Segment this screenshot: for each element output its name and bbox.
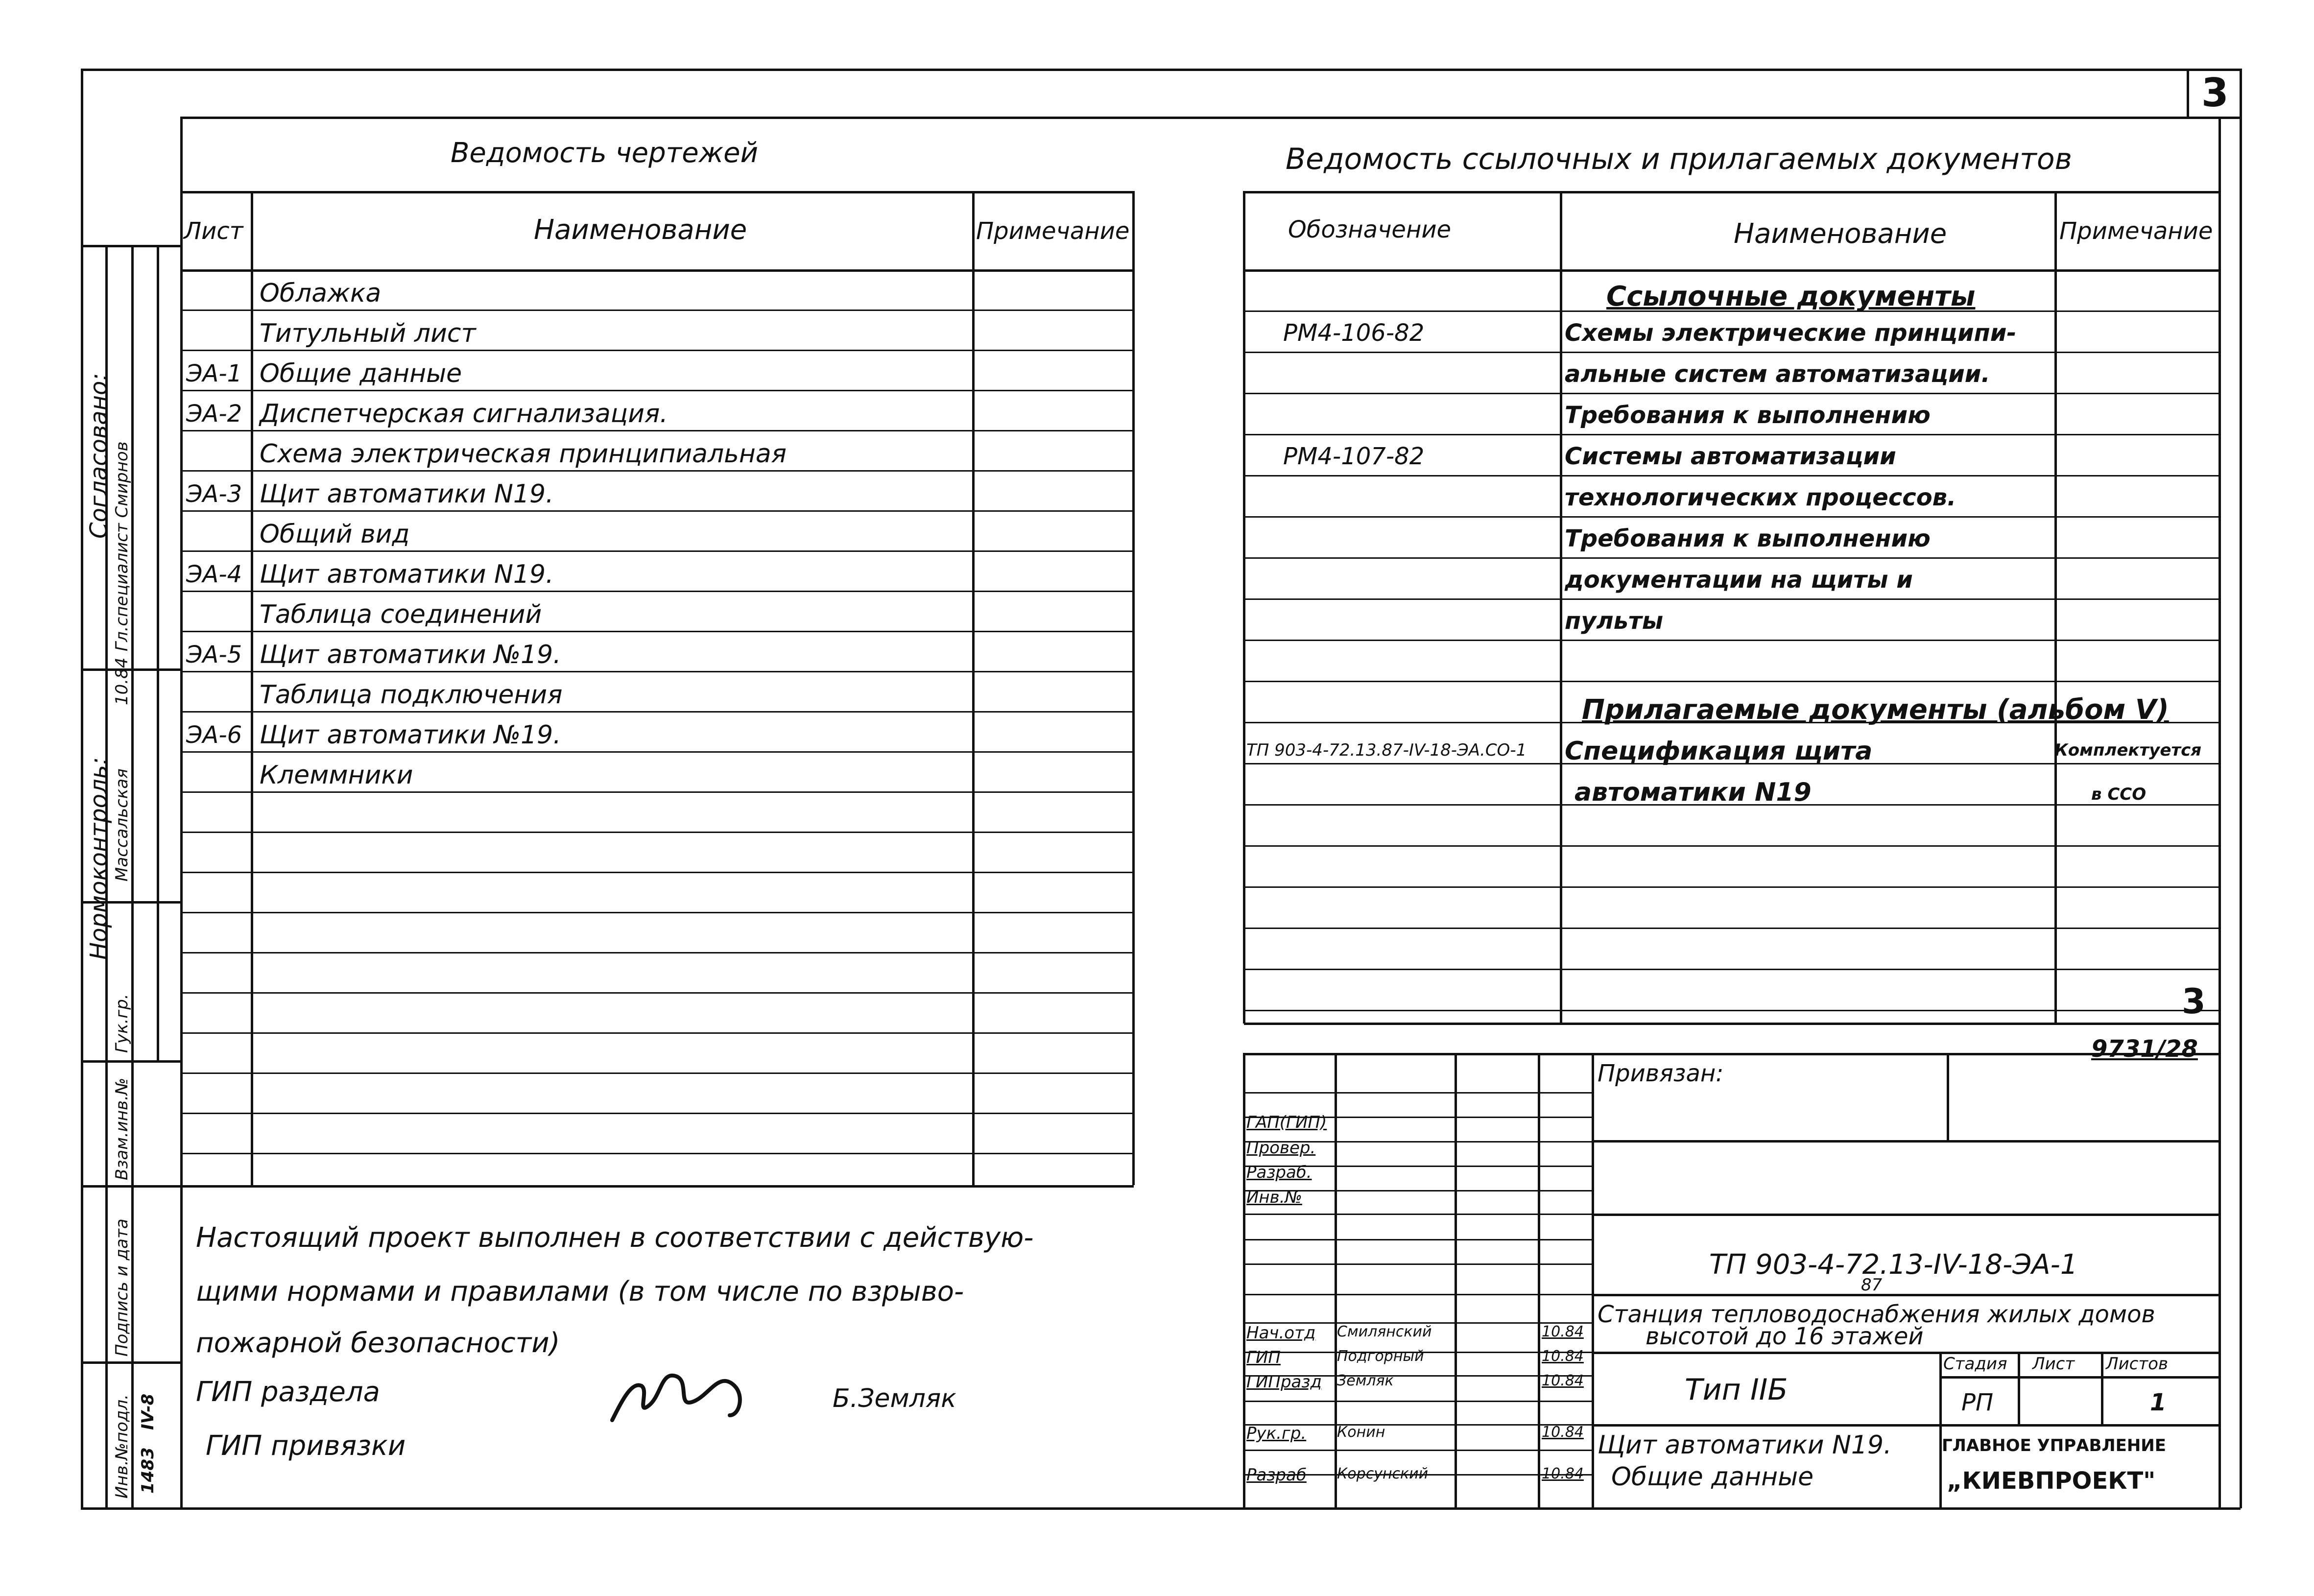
tb-stage-left (1939, 1352, 1942, 1507)
drawings-row-line (181, 671, 1134, 672)
inner-frame-left (180, 117, 183, 1507)
drawings-row-line (181, 912, 1134, 913)
tb-grid-line (1244, 1450, 1593, 1451)
inv-orig-label: Инв.№подл. (112, 1394, 132, 1499)
drawings-row-name: Диспетчерская сигнализация. (260, 399, 668, 429)
drawings-header-sheet: Лист (184, 217, 243, 245)
tb-drawing-top (1592, 1424, 2221, 1427)
tb-grid-line (1244, 1263, 1593, 1265)
inv-series: IV-8 (138, 1393, 158, 1430)
tb-type: Тип IIБ (1685, 1373, 1788, 1407)
refs-row-line (1244, 434, 2221, 435)
sign-date-label: Подпись и дата (112, 1218, 132, 1357)
drawings-row-name: Титульный лист (260, 319, 476, 348)
refs-header-note: Примечание (2059, 217, 2213, 245)
tb-role-3: Разраб. (1246, 1163, 1312, 1182)
tb-col-4 (1592, 1053, 1594, 1507)
drawings-header-note: Примечание (976, 217, 1130, 245)
refs-header-bottom (1244, 269, 2221, 272)
drawings-row-name: Щит автоматики N19. (260, 560, 554, 589)
tb-stage-header: Стадия (1943, 1354, 2007, 1374)
tb-doc-code: ТП 903-4-72.13-IV-18-ЭА-1 (1709, 1249, 2078, 1281)
refs-row-name: Требования к выполнению (1565, 402, 1931, 429)
drawings-row-line (181, 1072, 1134, 1074)
tb-col-5 (1947, 1053, 1949, 1141)
inv-replace-label: Взам.инв.№ (112, 1077, 132, 1180)
drawings-row-name: Таблица подключения (260, 680, 563, 710)
norm-label: Нормоконтроль: (85, 757, 113, 960)
refs-row-line (1244, 1010, 2221, 1011)
tb-doc-code-sub: 87 (1861, 1275, 1883, 1295)
statement-line-1: Настоящий проект выполнен в соответствии с действую- (196, 1222, 1034, 1254)
tb-object-1: Станция тепловодоснабжения жилых домов (1598, 1301, 2155, 1328)
tb-grid-line (1244, 1239, 1593, 1240)
tb-code-top (1592, 1214, 2221, 1216)
tb-staff-name: Смилянский (1337, 1323, 1432, 1340)
chief-label: Гук.гр. (112, 994, 132, 1053)
frame-top (81, 69, 2241, 71)
sheet-number-box-left (2187, 69, 2189, 118)
frame-left (81, 69, 83, 1508)
refs-list-title: Ведомость ссылочных и прилагаемых документов (1286, 142, 2072, 176)
tb-left (1243, 1053, 1245, 1507)
tb-sheet-header: Лист (2032, 1354, 2075, 1374)
refs-row-line (1244, 557, 2221, 559)
refs-header-name: Наименование (1734, 218, 1947, 250)
drawings-row-line (181, 952, 1134, 953)
refs-row-line (1244, 886, 2221, 888)
refs-section-app: Прилагаемые документы (альбом V) (1582, 694, 2169, 726)
tb-staff-role: Нач.отд (1246, 1323, 1316, 1343)
sidebar-sep-3 (81, 1060, 181, 1063)
drawings-col-sep-2 (972, 191, 975, 1185)
tb-role-1: ГАП(ГИП) (1246, 1113, 1327, 1132)
norm-name: Массальская (112, 768, 132, 881)
drawings-row-name: Щит автоматики №19. (260, 720, 561, 750)
refs-row-designation: РМ4-106-82 (1283, 319, 1425, 347)
drawings-row-name: Клеммники (260, 761, 413, 790)
spec-designation: ТП 903-4-72.13.87-IV-18-ЭА.СО-1 (1246, 740, 1527, 760)
tb-role-4: Инв.№ (1246, 1188, 1302, 1207)
statement-line-2: щими нормами и правилами (в том числе по взрыво- (196, 1276, 964, 1308)
refs-row-line (1244, 928, 2221, 929)
refs-row-line (1244, 969, 2221, 970)
inner-frame-top (181, 117, 2189, 119)
drawings-row-line (181, 711, 1134, 713)
sheet-number-box-bottom (2187, 117, 2241, 119)
tb-sheets-header: Листов (2106, 1354, 2169, 1374)
tb-staff-date: 10.84 (1542, 1465, 1584, 1482)
tb-grid-line (1244, 1294, 1593, 1295)
drawings-row-line (181, 550, 1134, 552)
refs-row-name: Требования к выполнению (1565, 525, 1931, 552)
refs-row-line (1244, 516, 2221, 518)
spec-name-1: Спецификация щита (1565, 737, 1873, 766)
tb-staff-role: Разраб (1246, 1465, 1307, 1485)
refs-row-line (1244, 681, 2221, 682)
agreed-name: Гл.специалист Смирнов (112, 441, 132, 651)
drawings-row-name: Общий вид (260, 520, 410, 549)
statement-line-3: пожарной безопасности) (196, 1327, 560, 1359)
tb-object-2: высотой до 16 этажей (1646, 1323, 1924, 1350)
sidebar-top (81, 245, 181, 247)
gip-signature-image (602, 1352, 759, 1440)
refs-row-line (1244, 393, 2221, 394)
drawings-row-line (181, 992, 1134, 994)
gip-section-label: ГИП раздела (196, 1376, 380, 1408)
drawings-row-sheet: ЭА-5 (186, 641, 242, 668)
gip-binding-label: ГИП привязки (206, 1430, 406, 1462)
sheet-number: 3 (2201, 70, 2229, 116)
refs-page-mark: 3 (2182, 981, 2206, 1022)
drawings-row-line (181, 872, 1134, 873)
drawings-row-sheet: ЭА-2 (186, 400, 242, 428)
tb-bound-bottom (1592, 1140, 2221, 1143)
inv-value: 1483 (138, 1447, 158, 1494)
refs-row-line (1244, 598, 2221, 600)
drawings-row-line (181, 1153, 1134, 1154)
refs-header-designation: Обозначение (1288, 216, 1452, 243)
tb-staff-name: Корсунский (1337, 1465, 1429, 1482)
tb-org-1: ГЛАВНОЕ УПРАВЛЕНИЕ (1942, 1436, 2166, 1455)
drawings-row-line (181, 591, 1134, 592)
tb-staff-name: Конин (1337, 1424, 1385, 1441)
drawings-row-line (181, 751, 1134, 753)
refs-row-line (1244, 475, 2221, 476)
drawings-row-line (181, 350, 1134, 351)
refs-row-designation: РМ4-107-82 (1283, 443, 1425, 470)
drawings-row-line (181, 832, 1134, 833)
refs-table-bottom (1244, 1023, 2221, 1025)
drawings-row-line (181, 390, 1134, 391)
agreed-label: Согласовано: (85, 373, 113, 539)
spec-note-2: в ССО (2091, 785, 2147, 804)
tb-top (1244, 1053, 2221, 1055)
drawings-row-name: Таблица соединений (260, 600, 542, 629)
tb-stage-value: РП (1961, 1389, 1994, 1416)
refs-row-name: альные систем автоматизации. (1565, 360, 1990, 388)
drawings-row-name: Схема электрическая принципиальная (260, 439, 787, 469)
tb-stage-sep-2 (2101, 1352, 2103, 1424)
drawings-row-sheet: ЭА-3 (186, 480, 242, 508)
drawings-row-name: Общие данные (260, 359, 462, 388)
refs-row-name: Системы автоматизации (1565, 443, 1896, 470)
refs-section-ref: Ссылочные документы (1606, 281, 1976, 312)
tb-staff-date: 10.84 (1542, 1424, 1584, 1441)
refs-row-line (1244, 352, 2221, 353)
refs-row-name: технологических процессов. (1565, 484, 1956, 511)
tb-role-2: Провер. (1246, 1138, 1316, 1158)
tb-staff-date: 10.84 (1542, 1348, 1584, 1365)
drawings-row-line (181, 1113, 1134, 1114)
project-code-top: 9731/28 (2091, 1035, 2198, 1063)
tb-drawing-1: Щит автоматики N19. (1598, 1430, 1892, 1460)
drawings-row-line (181, 310, 1134, 311)
tb-staff-name: Земляк (1337, 1372, 1394, 1389)
drawings-row-name: Облажка (260, 279, 382, 308)
drawings-row-line (181, 470, 1134, 472)
statement-top (181, 1185, 1134, 1188)
drawings-header-name: Наименование (534, 214, 747, 246)
refs-row-name: пульты (1565, 607, 1664, 635)
drawings-row-line (181, 791, 1134, 793)
refs-header-top (1244, 191, 2221, 193)
drawings-row-line (181, 631, 1134, 632)
refs-row-name: Схемы электрические принципи- (1565, 319, 2017, 347)
drawings-row-sheet: ЭА-6 (186, 721, 242, 749)
tb-grid-line (1244, 1401, 1593, 1402)
signer-name: Б.Земляк (833, 1384, 956, 1413)
tb-org-2: „КИЕВПРОЕКТ" (1947, 1467, 2156, 1495)
spec-note-1: Комплектуется (2054, 740, 2202, 760)
refs-col-sep-2 (2054, 191, 2057, 1024)
refs-row-name: документации на щиты и (1565, 566, 1913, 594)
tb-sheets-value: 1 (2150, 1389, 2167, 1416)
tb-col-3 (1538, 1053, 1540, 1507)
drawings-row-line (181, 510, 1134, 512)
sidebar-sep-5 (81, 1361, 181, 1364)
drawings-col-right (1132, 191, 1135, 1185)
refs-col-left (1243, 191, 1245, 1024)
tb-staff-date: 10.84 (1542, 1372, 1584, 1389)
tb-staff-role: ГИПразд (1246, 1372, 1322, 1392)
tb-bound-label: Привязан: (1598, 1060, 1724, 1087)
refs-row-line (1244, 845, 2221, 847)
agreed-date: 10.84 (112, 657, 132, 705)
tb-staff-role: Рук.гр. (1246, 1424, 1307, 1443)
inner-frame-right (2219, 117, 2221, 1507)
sidebar-line-3 (157, 245, 159, 1060)
drawings-row-name: Щит автоматики №19. (260, 640, 561, 669)
tb-grid-line (1244, 1092, 1593, 1094)
tb-staff-role: ГИП (1246, 1348, 1281, 1367)
frame-bottom (81, 1507, 2241, 1510)
drawings-header-bottom (181, 269, 1134, 272)
drawings-row-sheet: ЭА-1 (186, 360, 242, 387)
frame-right (2240, 69, 2242, 1508)
tb-col-2 (1455, 1053, 1457, 1507)
tb-staff-name: Подгорный (1337, 1348, 1424, 1365)
drawings-row-sheet: ЭА-4 (186, 561, 242, 588)
drawings-list-title: Ведомость чертежей (451, 137, 759, 169)
refs-col-sep-1 (1560, 191, 1562, 1024)
sidebar-sep-4 (81, 1185, 181, 1188)
tb-stage-sep-1 (2018, 1352, 2020, 1424)
drawings-row-line (181, 1032, 1134, 1034)
tb-object-top (1592, 1294, 2221, 1296)
tb-stage-headers-bottom (1939, 1376, 2221, 1379)
drawings-col-sep-1 (251, 191, 253, 1185)
spec-name-2: автоматики N19 (1574, 778, 1812, 807)
drawings-header-top (181, 191, 1134, 193)
drawings-row-line (181, 430, 1134, 431)
refs-row-line (1244, 640, 2221, 641)
tb-staff-date: 10.84 (1542, 1323, 1584, 1340)
tb-drawing-2: Общие данные (1611, 1462, 1814, 1492)
tb-grid-line (1244, 1214, 1593, 1215)
drawings-row-name: Щит автоматики N19. (260, 479, 554, 509)
